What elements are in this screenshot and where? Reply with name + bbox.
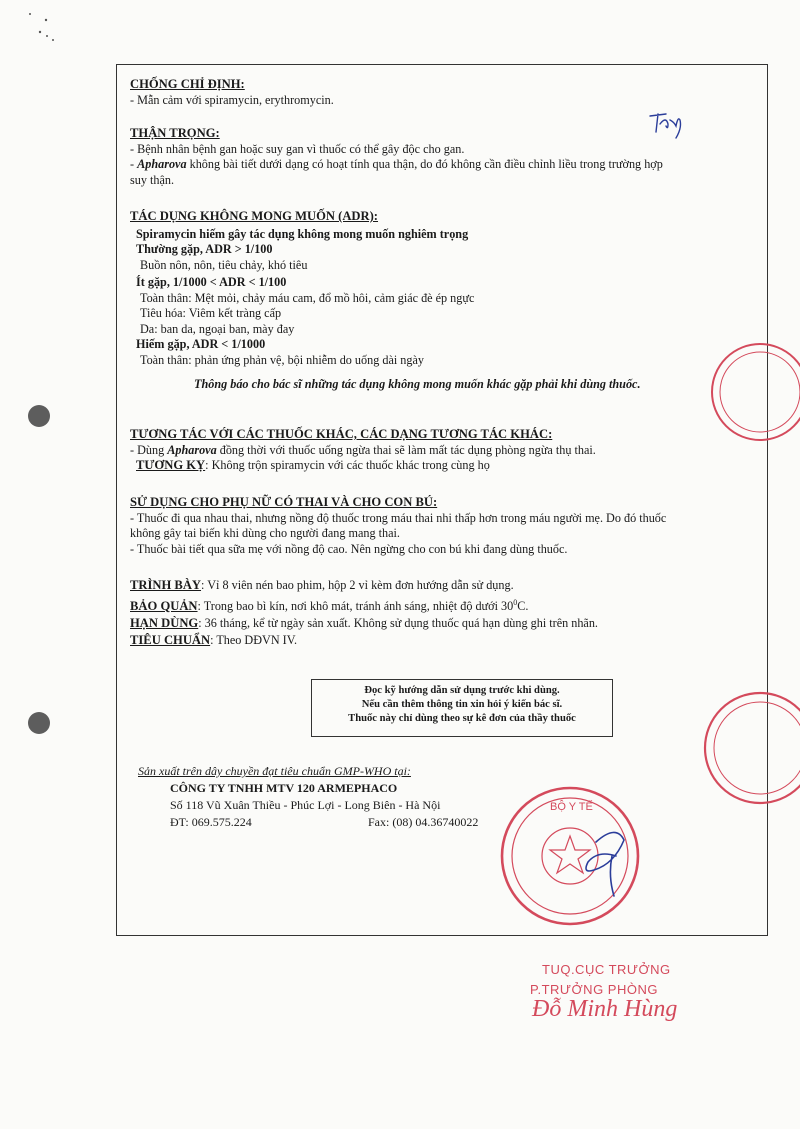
expiry-text: : 36 tháng, kể từ ngày sản xuất. Không sử dụng thuốc quá hạn dùng ghi trên nhãn.: [198, 616, 598, 631]
incompatibility-label: TƯƠNG KỴ: [136, 458, 206, 472]
contraindications-heading: CHỐNG CHỈ ĐỊNH:: [130, 77, 245, 91]
degree-sup: 0: [513, 598, 518, 607]
partial-stamp-lower: [705, 693, 800, 803]
manufacturer-line: Sản xuất trên dây chuyền đạt tiêu chuẩn GMP-WHO tại:: [138, 764, 411, 778]
interactions-heading: TƯƠNG TÁC VỚI CÁC THUỐC KHÁC, CÁC DẠNG TƯƠNG TÁC KHÁC:: [130, 427, 553, 441]
pregnancy-item-1: - Thuốc đi qua nhau thai, nhưng nồng độ thuốc trong máu thai nhi thấp hơn trong máu người mẹ. Do đó thuốc: [130, 510, 667, 525]
interactions-item-1-text: đồng thời với thuốc uống ngừa thai sẽ làm mất tác dụng phòng ngừa thụ thai.: [216, 442, 596, 457]
svg-text:BỘ Y TẾ: BỘ Y TẾ: [550, 801, 593, 813]
adr-notice: Thông báo cho bác sĩ những tác dụng không mong muốn khác gặp phải khi dùng thuốc.: [194, 377, 641, 391]
bullet: -: [130, 157, 138, 171]
partial-stamp-upper: [712, 344, 800, 440]
pregnancy-item-1-cont: không gây tai biến khi dùng cho người đang mang thai.: [130, 526, 400, 540]
adr-heading: TÁC DỤNG KHÔNG MONG MUỐN (ADR):: [130, 209, 379, 223]
ministry-seal: [502, 788, 638, 924]
adr-common-label: Thường gặp, ADR > 1/100: [136, 242, 273, 256]
pregnancy-heading: SỬ DỤNG CHO PHỤ NỮ CÓ THAI VÀ CHO CON BÚ:: [130, 495, 438, 509]
scan-specks: [29, 13, 54, 41]
incompatibility-text: : Không trộn spiramycin với các thuốc khác trong cùng họ: [205, 458, 490, 472]
presentation-label: TRÌNH BÀY: [130, 578, 202, 592]
contraindications-item: - Mẫn cảm với spiramycin, erythromycin.: [130, 92, 334, 107]
approval-line-1: TUQ.CỤC TRƯỞNG: [542, 962, 671, 977]
pregnancy-item-2: - Thuốc bài tiết qua sữa mẹ với nồng độ cao. Nên ngừng cho con bú khi đang dùng thuốc.: [130, 541, 568, 556]
handwritten-initials: [650, 114, 681, 138]
manufacturer-phone: ĐT: 069.575.224: [170, 815, 252, 829]
adr-intro: Spiramycin hiếm gây tác dụng không mong muốn nghiêm trọng: [136, 226, 469, 241]
adr-common-item: Buồn nôn, nôn, tiêu chảy, khó tiêu: [140, 257, 308, 272]
presentation-text: : Vỉ 8 viên nén bao phim, hộp 2 vỉ kèm đơn hướng dẫn sử dụng.: [201, 578, 514, 592]
precautions-item-2-text: không bài tiết dưới dạng có hoạt tính qua thận, do đó không cần điều chỉnh liều trong trường hợp: [186, 157, 663, 171]
standard-text: : Theo DĐVN IV.: [210, 633, 298, 648]
standard-label: TIÊU CHUẨN: [130, 633, 211, 648]
adr-uncommon-item-1: Toàn thân: Mệt mỏi, chảy máu cam, đổ mồ hôi, cảm giác đè ép ngực: [140, 290, 475, 305]
official-signature: [586, 832, 624, 896]
storage-text: : Trong bao bì kín, nơi khô mát, tránh ánh sáng, nhiệt độ dưới 30: [197, 599, 514, 614]
adr-uncommon-item-2: Tiêu hóa: Viêm kết tràng cấp: [140, 306, 282, 320]
manufacturer-fax: Fax: (08) 04.36740022: [368, 815, 479, 829]
adr-uncommon-item-3: Da: ban da, ngoại ban, mày đay: [140, 321, 295, 336]
precautions-item-2-cont: suy thận.: [130, 172, 175, 187]
adr-rare-label: Hiếm gặp, ADR < 1/1000: [136, 337, 266, 351]
expiry-label: HẠN DÙNG: [130, 616, 199, 631]
manufacturer-name: CÔNG TY TNHH MTV 120 ARMEPHACO: [170, 781, 398, 795]
precautions-heading: THẬN TRỌNG:: [130, 126, 220, 140]
precautions-item-1: - Bệnh nhân bệnh gan hoặc suy gan vì thuốc có thể gây độc cho gan.: [130, 141, 465, 156]
manufacturer-address: Số 118 Vũ Xuân Thiều - Phúc Lợi - Long Biên - Hà Nội: [170, 798, 441, 812]
warning-line-3: Thuốc này chỉ dùng theo sự kê đơn của thầy thuốc: [348, 713, 576, 724]
storage-label: BẢO QUẢN: [130, 599, 198, 614]
warning-line-2: Nếu cần thêm thông tin xin hỏi ý kiến bác sĩ.: [361, 699, 563, 710]
approval-line-2: P.TRƯỞNG PHÒNG: [530, 982, 658, 997]
adr-rare-item: Toàn thân: phản ứng phản vệ, bội nhiễm do uống dài ngày: [140, 352, 424, 367]
warning-line-1: Đọc kỹ hướng dẫn sử dụng trước khi dùng.: [364, 685, 560, 696]
storage-unit: C.: [517, 599, 529, 614]
brand-name: Apharova: [167, 442, 217, 457]
brand-name: Apharova: [137, 157, 187, 171]
adr-uncommon-label: Ít gặp, 1/1000 < ADR < 1/100: [136, 275, 287, 289]
signatory-name: Đỗ Minh Hùng: [532, 996, 678, 1022]
bullet: - Dùng: [130, 442, 168, 457]
